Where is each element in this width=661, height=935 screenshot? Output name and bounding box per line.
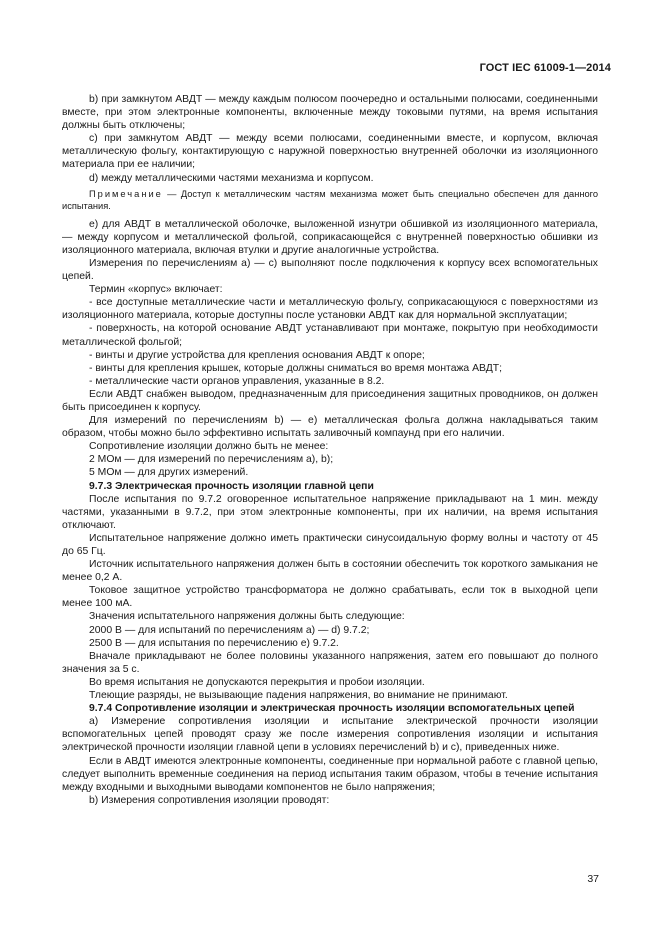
paragraph: После испытания по 9.7.2 оговоренное испытательное напряжение прикладывают на 1 мин. между частями, указанными в 9.7.2, при этом электронные компоненты, при их наличии, на время испытания отключают. (62, 493, 598, 531)
paragraph: Источник испытательного напряжения должен быть в состоянии обеспечить ток короткого замыкания не менее 0,2 А. (62, 559, 598, 584)
note (62, 188, 598, 212)
paragraph: - винты для крепления крышек, которые должны сниматься во время монтажа АВДТ; (89, 362, 503, 374)
section-heading-9-7-3 (62, 480, 598, 493)
paragraph: a) Измерение сопротивления изоляции и испытание электрической прочности изоляции вспомогательных цепей проводят сразу же после измерения сопротивления изоляции и испытания электрической прочности изоляции главной цепи в условиях перечислений b) и c), приведенных ниже. (62, 716, 598, 754)
section-heading-9-7-4 (62, 702, 598, 715)
page-content (62, 93, 598, 807)
paragraph: Измерения по перечислениям a) — c) выполняют после подключения к корпусу всех вспомогательных цепей. (62, 257, 598, 283)
section-number: 9.7.4 (89, 703, 113, 715)
paragraph: Для измерений по перечислениям b) — e) металлическая фольга должна накладываться таким образом, чтобы можно было эффективно испытать заливочный компаунд при его наличии. (62, 415, 598, 440)
paragraph: 5 МОм — для других измерений. (89, 467, 249, 479)
page-number: 37 (587, 873, 599, 885)
note-text: — Доступ к металлическим частям механизма может быть специально обеспечен для данного испытания. (62, 188, 598, 211)
paragraph: c) при замкнутом АВДТ — между всеми полюсами, соединенными вместе, и корпусом, включая металлическую фольгу, контактирующую с наружной поверхностью внутренней оболочки из изоляционного материала при ее наличии; (62, 133, 598, 171)
paragraph: e) для АВДТ в металлической оболочке, выложенной изнутри обшивкой из изоляционного материала, — между корпусом и металлической фольгой, соприкасающейся с внутренней поверхностью обшивки из изоляционного материала, включая втулки и другие аналогичные устройства. (62, 218, 598, 256)
paragraph: Сопротивление изоляции должно быть не менее: (89, 441, 329, 453)
paragraph: - винты и другие устройства для крепления основания АВДТ к опоре; (89, 349, 425, 361)
paragraph: Испытательное напряжение должно иметь практически синусоидальную форму волны и частоту от 45 до 65 Гц. (62, 532, 598, 557)
section-title: Электрическая прочность изоляции главной цепи (115, 480, 374, 492)
paragraph: Вначале прикладывают не более половины указанного напряжения, затем его повышают до полного значения за 5 с. (62, 650, 598, 675)
paragraph: Токовое защитное устройство трансформатора не должно срабатывать, если ток в выходной цепи менее 100 мА. (62, 585, 598, 610)
paragraph: b) при замкнутом АВДТ — между каждым полюсом поочередно и остальными полюсами, соединенными вместе, при этом электронные компоненты, включенные между токовыми путями, на время испытания должны быть отключены; (62, 94, 598, 132)
section-title: Сопротивление изоляции и электрическая прочность изоляции вспомогательных цепей (115, 703, 575, 715)
paragraph: Термин «корпус» включает: (89, 284, 223, 296)
paragraph: 2000 В — для испытаний по перечислениям a) — d) 9.7.2; (89, 624, 370, 636)
paragraph: - поверхность, на которой основание АВДТ устанавливают при монтаже, покрытую при необходимости металлической фольгой; (62, 323, 598, 348)
paragraph: Тлеющие разряды, не вызывающие падения напряжения, во внимание не принимают. (89, 690, 508, 702)
paragraph: Если в АВДТ имеются электронные компоненты, соединенные при нормальной работе с главной цепью, следует выполнить временные соединения на период испытания таким образом, чтобы в течение испытания между входными и выходными выводами компонентов не было напряжения; (62, 755, 598, 793)
paragraph: - все доступные металлические части и металлическую фольгу, соприкасающуюся с поверхностями из изоляционного материала, которые доступны после установки АВДТ как для нормальной эксплуатации; (62, 297, 598, 322)
paragraph: - металлические части органов управления, указанные в 8.2. (89, 375, 385, 387)
paragraph: 2 МОм — для измерений по перечислениям a), b); (89, 454, 334, 466)
paragraph: 2500 В — для испытания по перечислению e) 9.7.2. (89, 637, 339, 649)
paragraph: b) Измерения сопротивления изоляции проводят: (89, 794, 330, 806)
paragraph: d) между металлическими частями механизма и корпусом. (89, 172, 374, 184)
section-number: 9.7.3 (89, 480, 113, 492)
paragraph: Во время испытания не допускаются перекрытия и пробои изоляции. (89, 676, 425, 688)
paragraph: Значения испытательного напряжения должны быть следующие: (89, 611, 405, 623)
paragraph: Если АВДТ снабжен выводом, предназначенным для присоединения защитных проводников, он должен быть присоединен к корпусу. (62, 388, 598, 413)
note-label: Примечание (89, 188, 163, 199)
standard-header: ГОСТ IEC 61009-1—2014 (479, 62, 611, 74)
